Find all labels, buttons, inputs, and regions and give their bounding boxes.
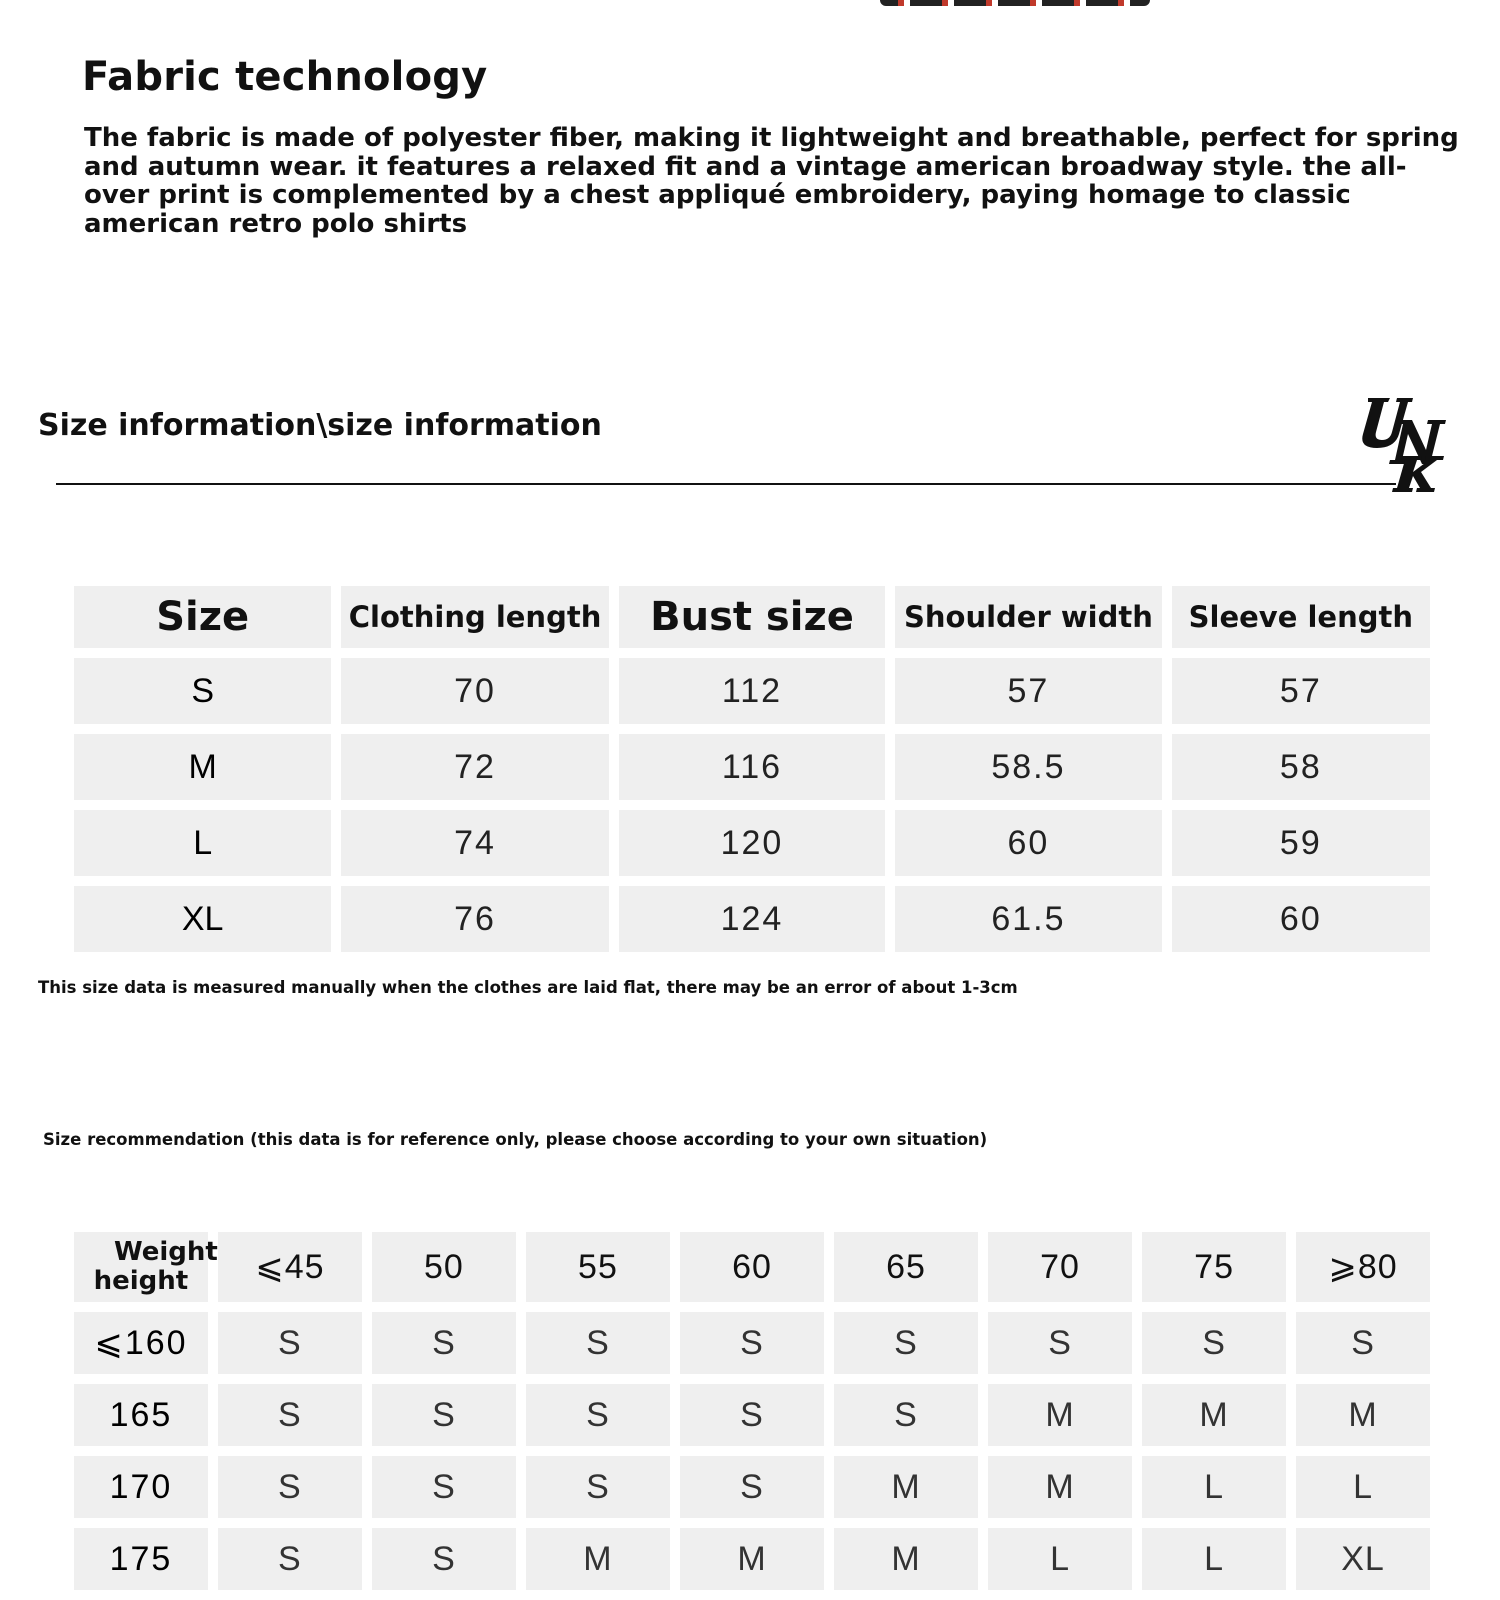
height-cell: 165 — [74, 1384, 208, 1446]
table-row — [74, 1384, 1430, 1446]
sleeve-length-cell: 57 — [1172, 658, 1430, 724]
size-table-header-row — [74, 586, 1430, 648]
shoulder-width-cell: 61.5 — [895, 886, 1161, 952]
recommended-size-cell: S — [218, 1384, 362, 1446]
recommended-size-cell: S — [680, 1312, 824, 1374]
table-row — [74, 886, 1430, 952]
recommended-size-cell: S — [526, 1384, 670, 1446]
clothing-length-cell: 70 — [341, 658, 608, 724]
recommended-size-cell: L — [1142, 1528, 1286, 1590]
header-clothing-length: Clothing length — [341, 586, 608, 648]
bust-size-cell: 112 — [619, 658, 885, 724]
section-divider — [56, 483, 1396, 485]
recommended-size-cell: M — [834, 1528, 978, 1590]
shoulder-width-cell: 60 — [895, 810, 1161, 876]
height-cell: 170 — [74, 1456, 208, 1518]
size-cell: L — [74, 810, 331, 876]
product-image-edge — [880, 0, 1150, 6]
sleeve-length-cell: 58 — [1172, 734, 1430, 800]
header-size: Size — [74, 586, 331, 648]
clothing-length-cell: 74 — [341, 810, 608, 876]
recommended-size-cell: S — [372, 1384, 516, 1446]
weight-header: 60 — [680, 1232, 824, 1302]
size-table — [64, 576, 1440, 962]
fabric-title: Fabric technology — [82, 54, 488, 100]
table-row — [74, 734, 1430, 800]
recommended-size-cell: S — [1142, 1312, 1286, 1374]
height-cell: 175 — [74, 1528, 208, 1590]
measurement-note: This size data is measured manually when the clothes are laid flat, there may be an error of about 1-3cm — [38, 978, 1018, 997]
recommended-size-cell: L — [1142, 1456, 1286, 1518]
recommendation-note: Size recommendation (this data is for reference only, please choose according to your own situation) — [43, 1130, 988, 1149]
recommended-size-cell: S — [526, 1456, 670, 1518]
size-cell: XL — [74, 886, 331, 952]
weight-header: 75 — [1142, 1232, 1286, 1302]
recommended-size-cell: S — [526, 1312, 670, 1374]
bust-size-cell: 116 — [619, 734, 885, 800]
table-row — [74, 1456, 1430, 1518]
shoulder-width-cell: 57 — [895, 658, 1161, 724]
header-sleeve-length: Sleeve length — [1172, 586, 1430, 648]
recommended-size-cell: M — [988, 1384, 1132, 1446]
table-row — [74, 1312, 1430, 1374]
recommended-size-cell: S — [372, 1312, 516, 1374]
size-cell: M — [74, 734, 331, 800]
bust-size-cell: 120 — [619, 810, 885, 876]
recommended-size-cell: L — [988, 1528, 1132, 1590]
weight-header: ⩾80 — [1296, 1232, 1430, 1302]
header-shoulder-width: Shoulder width — [895, 586, 1161, 648]
height-cell: ⩽160 — [74, 1312, 208, 1374]
recommended-size-cell: S — [834, 1312, 978, 1374]
recommended-size-cell: L — [1296, 1456, 1430, 1518]
weight-header: ⩽45 — [218, 1232, 362, 1302]
weight-header: 65 — [834, 1232, 978, 1302]
corner-weight-label: Weight — [114, 1237, 218, 1267]
recommended-size-cell: S — [218, 1456, 362, 1518]
recommended-size-cell: S — [680, 1456, 824, 1518]
header-bust-size: Bust size — [619, 586, 885, 648]
recommended-size-cell: S — [834, 1384, 978, 1446]
recommended-size-cell: XL — [1296, 1528, 1430, 1590]
weight-header: 55 — [526, 1232, 670, 1302]
recommended-size-cell: M — [988, 1456, 1132, 1518]
recommended-size-cell: S — [218, 1528, 362, 1590]
size-recommendation-table — [64, 1222, 1440, 1600]
unk-logo-icon — [1362, 396, 1454, 492]
recommended-size-cell: S — [680, 1384, 824, 1446]
clothing-length-cell: 76 — [341, 886, 608, 952]
recommended-size-cell: M — [834, 1456, 978, 1518]
recommended-size-cell: S — [1296, 1312, 1430, 1374]
weight-header-row — [74, 1232, 1430, 1302]
clothing-length-cell: 72 — [341, 734, 608, 800]
size-info-heading: Size information\size information — [38, 408, 602, 443]
bust-size-cell: 124 — [619, 886, 885, 952]
weight-header: 50 — [372, 1232, 516, 1302]
recommended-size-cell: M — [526, 1528, 670, 1590]
recommended-size-cell: M — [1142, 1384, 1286, 1446]
sleeve-length-cell: 59 — [1172, 810, 1430, 876]
recommended-size-cell: S — [988, 1312, 1132, 1374]
fabric-description: The fabric is made of polyester fiber, making it lightweight and breathable, perfect for spring and autumn wear. it features a relaxed fit and a vintage american broadway style. the all-over print is complemented by a chest appliqué embroidery, paying homage to classic american retro polo shirts — [84, 123, 1459, 239]
size-cell: S — [74, 658, 331, 724]
shoulder-width-cell: 58.5 — [895, 734, 1161, 800]
corner-height-label: height — [93, 1266, 189, 1296]
recommended-size-cell: M — [680, 1528, 824, 1590]
weight-height-corner — [74, 1232, 218, 1302]
recommended-size-cell: S — [372, 1456, 516, 1518]
sleeve-length-cell: 60 — [1172, 886, 1430, 952]
recommended-size-cell: S — [218, 1312, 362, 1374]
recommended-size-cell: M — [1296, 1384, 1430, 1446]
weight-header: 70 — [988, 1232, 1132, 1302]
recommended-size-cell: S — [372, 1528, 516, 1590]
table-row — [74, 658, 1430, 724]
table-row — [74, 810, 1430, 876]
table-row — [74, 1528, 1430, 1590]
